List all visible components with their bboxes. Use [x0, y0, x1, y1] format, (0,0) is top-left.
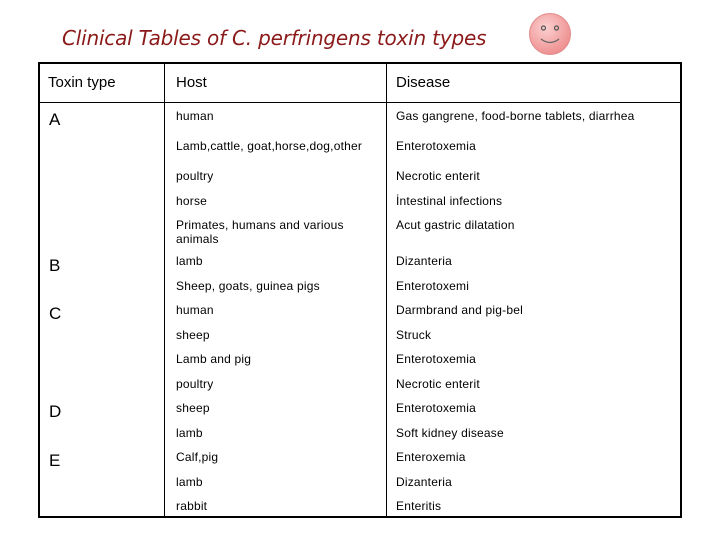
disease-cell: Gas gangrene, food-borne tablets, diarrhea — [396, 109, 635, 123]
disease-cell: Enteroxemia — [396, 450, 466, 464]
header-toxin-type: Toxin type — [48, 74, 116, 91]
toxin-type-e: E — [49, 451, 61, 470]
toxin-type-c: C — [49, 304, 62, 323]
disease-cell: Acut gastric dilatation — [396, 218, 515, 232]
toxin-type-b: B — [49, 256, 61, 275]
disease-cell: İntestinal infections — [396, 194, 503, 208]
disease-cell: Darmbrand and pig-bel — [396, 303, 523, 317]
disease-cell: Necrotic enterit — [396, 377, 480, 391]
toxin-type-a: A — [49, 110, 61, 129]
disease-cell: Enterotoxemia — [396, 139, 476, 153]
disease-cell: Enterotoxemia — [396, 352, 476, 366]
toxin-table — [38, 62, 682, 518]
host-cell: poultry — [176, 169, 214, 183]
host-cell: lamb — [176, 426, 203, 440]
host-cell: Lamb and pig — [176, 352, 252, 366]
host-cell: Primates, humans and various animals — [176, 218, 344, 246]
host-cell: poultry — [176, 377, 214, 391]
header-disease: Disease — [396, 74, 451, 91]
host-cell: sheep — [176, 328, 210, 342]
column-divider — [164, 64, 165, 516]
disease-cell: Enteritis — [396, 499, 442, 513]
smiley-face-icon — [528, 12, 572, 56]
host-cell: horse — [176, 194, 208, 208]
disease-cell: Enterotoxemia — [396, 401, 476, 415]
host-cell: sheep — [176, 401, 210, 415]
column-divider — [386, 64, 387, 516]
host-cell: human — [176, 109, 214, 123]
disease-cell: Dizanteria — [396, 475, 453, 489]
disease-cell: Dizanteria — [396, 254, 453, 268]
header-host: Host — [176, 74, 207, 91]
host-cell: Lamb,cattle, goat,horse,dog,other — [176, 139, 363, 153]
host-cell: lamb — [176, 254, 203, 268]
disease-cell: Soft kidney disease — [396, 426, 504, 440]
host-cell: lamb — [176, 475, 203, 489]
header-divider — [40, 102, 680, 103]
host-cell: human — [176, 303, 214, 317]
host-cell: Sheep, goats, guinea pigs — [176, 279, 320, 293]
disease-cell: Struck — [396, 328, 432, 342]
toxin-type-d: D — [49, 402, 62, 421]
page-title: Clinical Tables of C. perfringens toxin types — [62, 26, 487, 50]
disease-cell: Enterotoxemi — [396, 279, 470, 293]
disease-cell: Necrotic enterit — [396, 169, 480, 183]
host-cell: Calf,pig — [176, 450, 219, 464]
host-cell: rabbit — [176, 499, 208, 513]
